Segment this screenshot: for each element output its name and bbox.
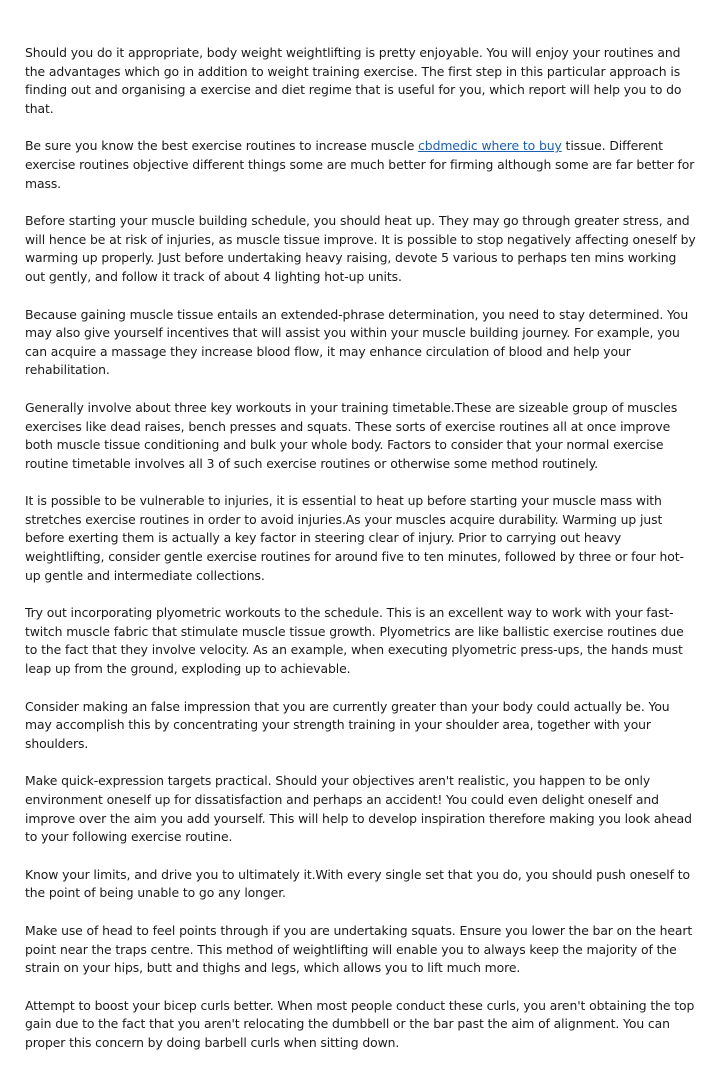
paragraph-2-text-before: Be sure you know the best exercise routines to increase muscle [25, 138, 419, 154]
paragraph-7: Try out incorporating plyometric workouts to the schedule. This is an excellent way to work with your fast-twitch muscle fabric that stimulate muscle tissue growth. Plyometrics are like ballistic exercise routines due to the fact that they involve velocity. As an example, when executing plyometric press-ups, the hands must leap up from the ground, exploding up to achievable. [25, 605, 684, 677]
paragraph-4: Because gaining muscle tissue entails an extended-phrase determination, you need to stay determined. You may also give yourself incentives that will assist you within your muscle building journey. For example, you can acquire a massage they increase blood flow, it may enhance circulation of blood and help your rehabilitation. [25, 306, 689, 378]
paragraph-1: Should you do it appropriate, body weight weightlifting is pretty enjoyable. You will enjoy your routines and the advantages which go in addition to weight training exercise. The first step in this particular approach is finding out and organising a exercise and diet regime that is useful for you, which report will help you to do that. [25, 45, 682, 116]
paragraph-2 [25, 137, 697, 193]
paragraph-5: Generally involve about three key workouts in your training timetable.These are sizeable group of muscles exercises like dead raises, bench presses and squats. These sorts of exercise routines all at once improve both muscle tissue conditioning and bulk your whole body. Factors to consider that your normal exercise routine timetable involves all 3 of such exercise routines or otherwise some method routinely. [25, 399, 678, 471]
paragraph-11: Make use of head to feel points through if you are undertaking squats. Ensure you lower the bar on the heart point near the traps centre. This method of weightlifting will enable you to always keep the majority of the strain on your hips, butt and thighs and legs, which allows you to lift much more. [25, 922, 693, 976]
article-body [25, 44, 697, 1072]
paragraph-9: Make quick-expression targets practical. Should your objectives aren't realistic, you happen to be only environment oneself up for dissatisfaction and perhaps an accident! You could even delight oneself and improve over the aim you add yourself. This will help to develop inspiration therefore making you look ahead to your following exercise routine. [25, 773, 692, 845]
paragraph-8: Consider making an false impression that you are currently greater than your body could actually be. You may accomplish this by concentrating your strength training in your shoulder area, together with your shoulders. [25, 698, 670, 751]
paragraph-6: It is possible to be vulnerable to injuries, it is essential to heat up before starting your muscle mass with stretches exercise routines in order to avoid injuries.As your muscles acquire durability. Warming up just before exerting them is actually a key factor in steering clear of injury. Prior to carrying out heavy weightlifting, consider gentle exercise routines for around five to ten minutes, followed by three or four hot-up gentle and intermediate collections. [25, 493, 684, 583]
paragraph-2-text-after: tissue. Different exercise routines objective different things some are much better for firming although some are far better for mass. [25, 138, 695, 191]
cbdmedic-link[interactable]: cbdmedic where to buy [418, 138, 562, 154]
paragraph-10: Know your limits, and drive you to ultimately it.With every single set that you do, you should push oneself to the point of being unable to go any longer. [25, 866, 690, 901]
paragraph-3: Before starting your muscle building schedule, you should heat up. They may go through greater stress, and will hence be at risk of injuries, as muscle tissue improve. It is possible to stop negatively affecting oneself by warming up properly. Just before undertaking heavy raising, devote 5 various to perhaps ten mins working out gently, and follow it track of about 4 lighting hot-up units. [25, 213, 696, 284]
paragraph-12: Attempt to boost your bicep curls better. When most people conduct these curls, you aren't obtaining the top gain due to the fact that you aren't relocating the dumbbell or the bar past the aim of alignment. You can proper this concern by doing barbell curls when sitting down. [25, 997, 695, 1050]
